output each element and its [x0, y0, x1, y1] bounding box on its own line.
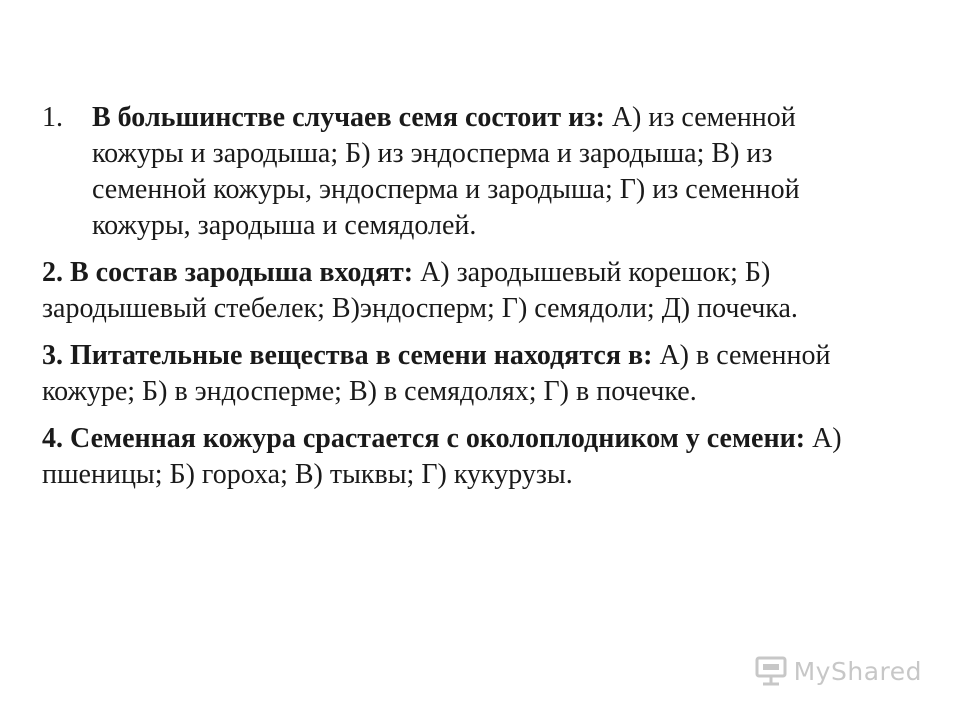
watermark: [754, 656, 922, 686]
question-2: [42, 255, 922, 327]
question-1-title: В большинстве случаев семя состоит из:: [92, 102, 605, 133]
question-4-title: Семенная кожура срастается с околоплодником у семени:: [70, 423, 806, 454]
presentation-board-icon: [754, 656, 788, 686]
question-4-answers: А) пшеницы; Б) гороха; В) тыквы; Г) кукурузы.: [42, 423, 842, 490]
question-4-heading: [42, 423, 805, 454]
question-1-answers: А) из семенной кожуры и зародыша; Б) из эндосперма и зародыша; В) из семенной кожуры, эндосперма и зародыша; Г) из семенной кожуры, зародыша и семядолей.: [92, 102, 800, 241]
watermark-text: MyShared: [793, 656, 922, 686]
question-1-text: [92, 100, 922, 244]
question-4: [42, 421, 922, 493]
question-2-answers: А) зародышевый корешок; Б) зародышевый стебелек; В)эндосперм; Г) семядоли; Д) почечка.: [42, 257, 798, 324]
question-2-title: В состав зародыша входят:: [70, 257, 414, 288]
question-1: [42, 100, 922, 244]
question-3: [42, 338, 922, 410]
question-2-heading: [42, 257, 413, 288]
question-4-number: 4.: [42, 423, 63, 454]
question-3-answers: А) в семенной кожуре; Б) в эндосперме; В) в семядолях; Г) в почечке.: [42, 340, 831, 407]
question-3-heading: [42, 340, 652, 371]
question-1-number: 1.: [42, 102, 63, 133]
slide-content: [42, 100, 922, 504]
question-3-title: Питательные вещества в семени находятся в:: [70, 340, 653, 371]
question-2-number: 2.: [42, 257, 63, 288]
question-3-number: 3.: [42, 340, 63, 371]
